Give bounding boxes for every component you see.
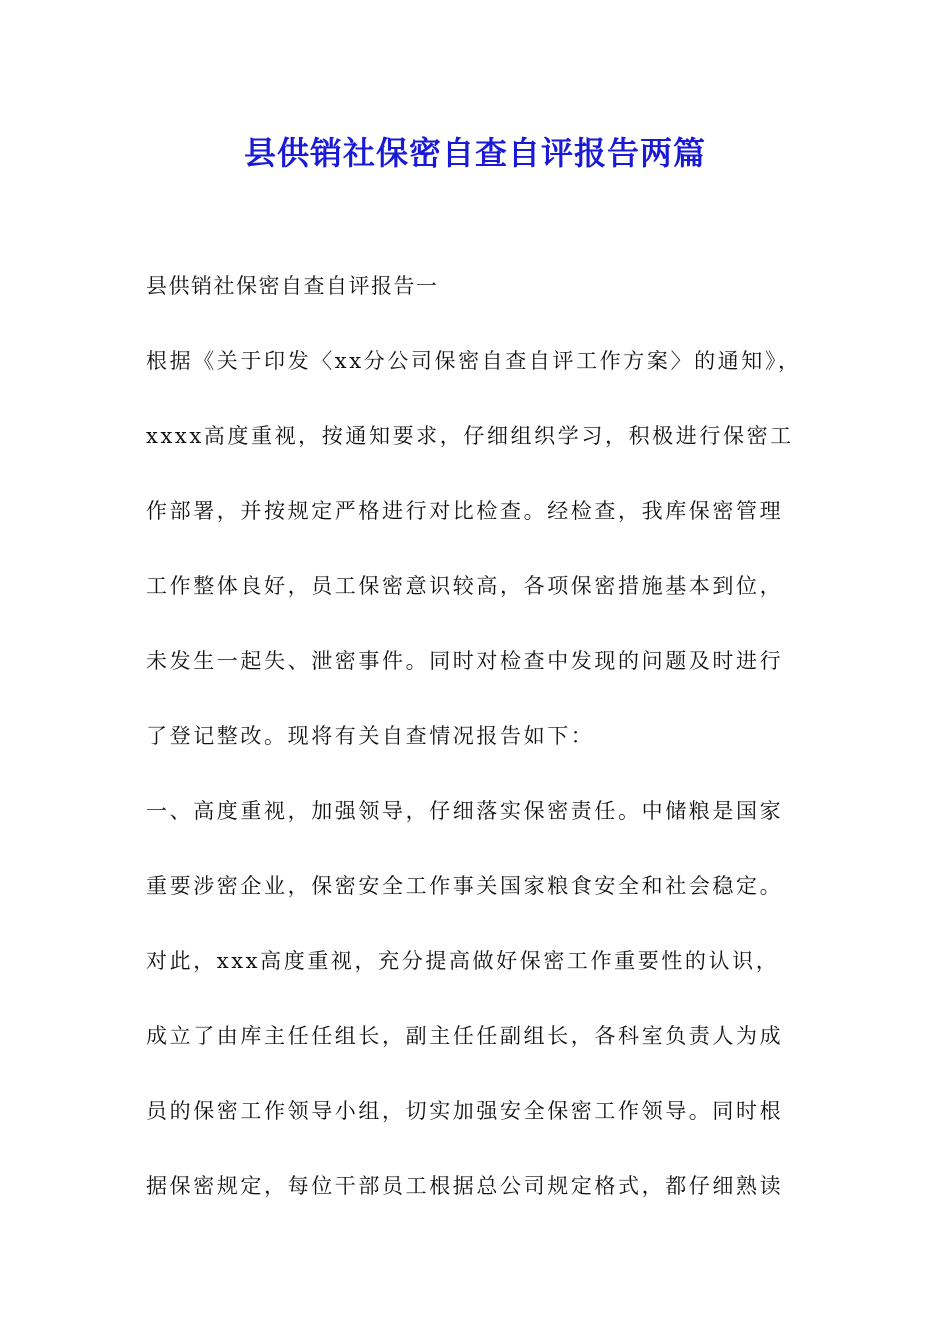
paragraph-line: 作部署，并按规定严格进行对比检查。经检查，我库保密管理: [146, 499, 784, 523]
paragraph-line: 了登记整改。现将有关自查情况报告如下：: [146, 724, 595, 748]
paragraph-line: 对此，xxx高度重视，充分提高做好保密工作重要性的认识，: [146, 949, 780, 973]
paragraph-line: 根据《关于印发〈xx分公司保密自查自评工作方案〉的通知》，: [146, 349, 802, 373]
paragraph-line: 未发生一起失、泄密事件。同时对检查中发现的问题及时进行: [146, 649, 784, 673]
document-title: 县供销社保密自查自评报告两篇: [243, 134, 706, 172]
paragraph-line: 员的保密工作领导小组，切实加强安全保密工作领导。同时根: [146, 1099, 784, 1123]
paragraph-line: 据保密规定，每位干部员工根据总公司规定格式，都仔细熟读: [146, 1174, 784, 1198]
section-heading: 县供销社保密自查自评报告一: [146, 274, 439, 298]
paragraph-line: 成立了由库主任任组长，副主任任副组长，各科室负责人为成: [146, 1024, 784, 1048]
paragraph-line: 重要涉密企业，保密安全工作事关国家粮食安全和社会稳定。: [146, 874, 784, 898]
paragraph-line: xxxx高度重视，按通知要求，仔细组织学习，积极进行保密工: [146, 424, 794, 448]
paragraph-line: 工作整体良好，员工保密意识较高，各项保密措施基本到位，: [146, 574, 784, 598]
document-body: [146, 266, 811, 1241]
paragraph-line: 一、高度重视，加强领导，仔细落实保密责任。中储粮是国家: [146, 799, 784, 823]
